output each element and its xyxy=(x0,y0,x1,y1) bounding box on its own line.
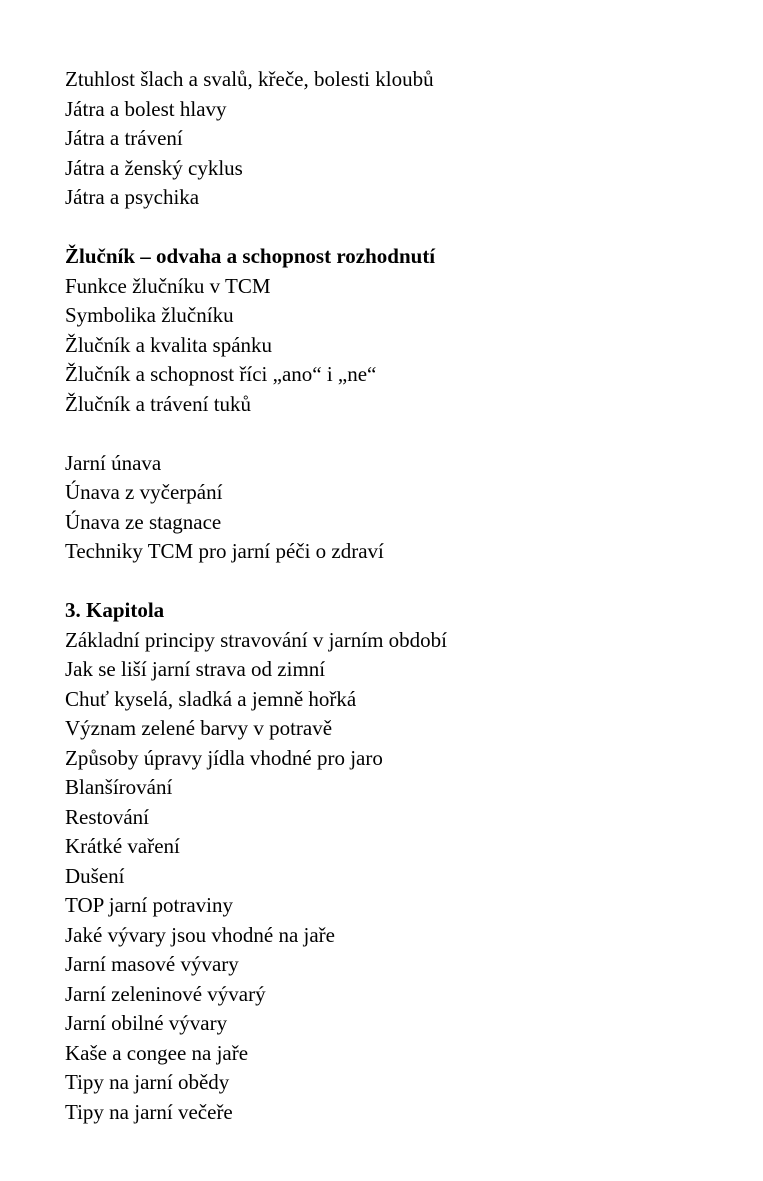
list-item: Funkce žlučníku v TCM xyxy=(65,273,271,298)
list-item: Jak se liší jarní strava od zimní xyxy=(65,657,326,681)
list-item: Tipy na jarní obědy xyxy=(65,1070,230,1094)
list-item: Jarní zeleninové vývarý xyxy=(65,981,266,1006)
list-item: Základní principy stravování v jarním období xyxy=(65,627,447,652)
list-item: Jarní obilné vývary xyxy=(65,1011,228,1035)
list-item: Techniky TCM pro jarní péči o zdraví xyxy=(65,539,384,563)
list-item: Jaké vývary jsou vhodné na jaře xyxy=(65,922,335,947)
list-item: TOP jarní potraviny xyxy=(65,893,233,917)
list-item: Únava z vyčerpání xyxy=(65,480,223,504)
list-item: Játra a psychika xyxy=(65,185,200,209)
list-item: Symbolika žlučníku xyxy=(65,303,234,327)
list-item: Játra a trávení xyxy=(65,126,183,150)
list-item: Tipy na jarní večeře xyxy=(65,1099,233,1124)
list-item: Jarní masové vývary xyxy=(65,952,239,976)
list-item: Žlučník a kvalita spánku xyxy=(65,332,273,357)
list-item: Žlučník a trávení tuků xyxy=(65,391,252,416)
list-item: Dušení xyxy=(65,863,125,888)
list-item: Restování xyxy=(65,804,149,829)
section-chapter-3 xyxy=(65,596,745,1127)
list-item: Žlučník a schopnost říci „ano“ i „ne“ xyxy=(65,362,377,386)
blank-line xyxy=(65,419,745,449)
list-item: Ztuhlost šlach a svalů, křeče, bolesti kloubů xyxy=(65,67,434,91)
list-item: Chuť kyselá, sladká a jemně hořká xyxy=(65,686,357,711)
blank-line xyxy=(65,567,745,597)
list-item: Kaše a congee na jaře xyxy=(65,1040,249,1065)
list-item: Játra a bolest hlavy xyxy=(65,96,227,121)
section-heading: Žlučník – odvaha a schopnost rozhodnutí xyxy=(65,244,436,268)
document-page xyxy=(65,65,745,1127)
section-liver xyxy=(65,65,745,213)
list-item: Blanšírování xyxy=(65,775,173,799)
list-item: Jarní únava xyxy=(65,450,162,475)
list-item: Význam zelené barvy v potravě xyxy=(65,716,333,740)
list-item: Krátké vaření xyxy=(65,834,180,858)
section-gallbladder xyxy=(65,242,745,419)
list-item: Způsoby úpravy jídla vhodné pro jaro xyxy=(65,745,383,770)
blank-line xyxy=(65,213,745,243)
list-item: Únava ze stagnace xyxy=(65,509,222,534)
section-fatigue xyxy=(65,449,745,567)
chapter-heading: 3. Kapitola xyxy=(65,598,165,622)
list-item: Játra a ženský cyklus xyxy=(65,155,243,180)
